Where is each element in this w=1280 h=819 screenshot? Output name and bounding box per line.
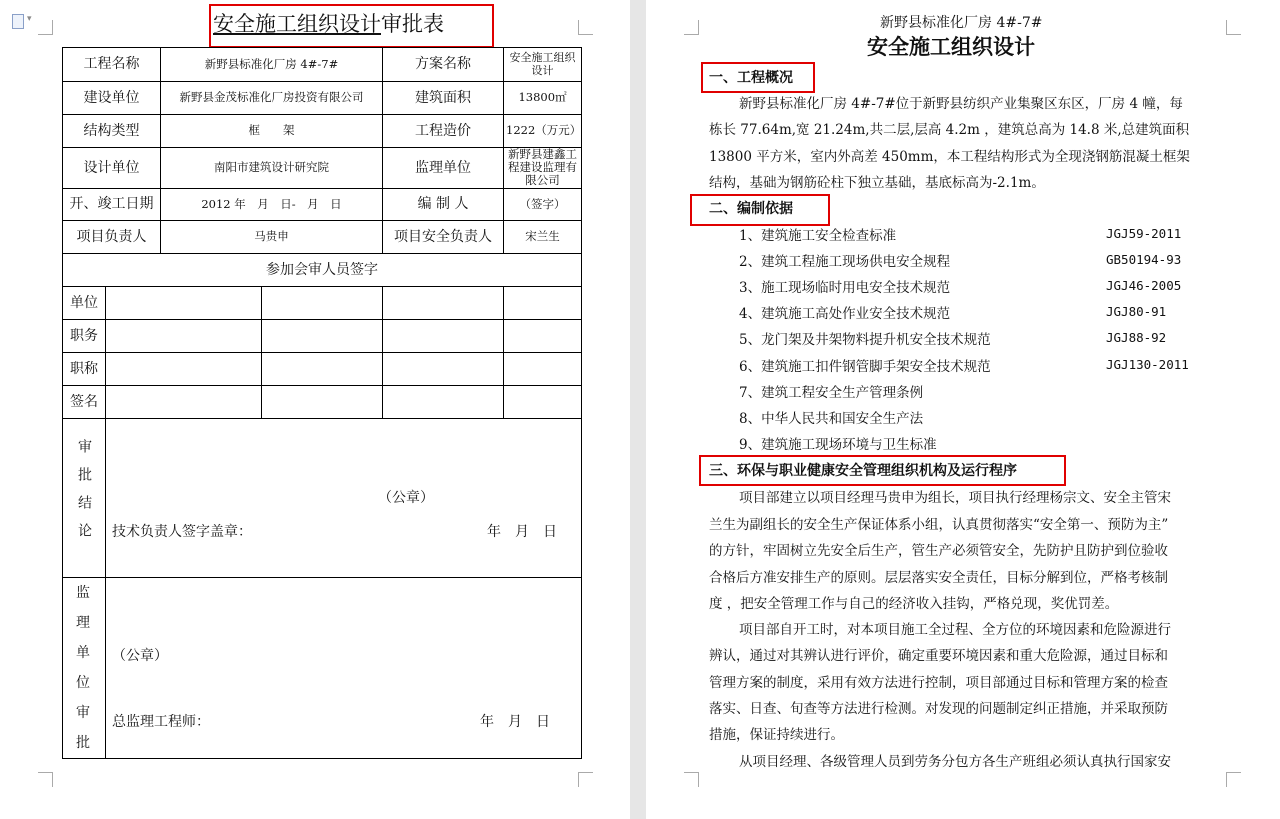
approval-date: 年 月 日 (487, 523, 557, 540)
approval-seal: （公章） (378, 489, 434, 506)
structure-value: 框 架 (161, 115, 383, 148)
signer-cell (383, 286, 504, 319)
approval-sign-label: 技术负责人签字盖章： (112, 523, 252, 540)
signer-cell (106, 319, 262, 352)
section3-line: 项目部建立以项目经理马贵申为组长，项目执行经理杨宗文、安全主管宋 (739, 490, 1171, 506)
reference-name: 4、建筑施工高处作业安全技术规范 (739, 306, 951, 322)
designer-label: 设计单位 (63, 148, 161, 189)
supervisor-value: 新野县建鑫工程建设监理有限公司 (504, 148, 582, 189)
signer-cell (106, 286, 262, 319)
signer-cell (262, 385, 383, 418)
left-page (0, 0, 630, 819)
reference-code: JGJ46-2005 (1106, 278, 1182, 293)
signer-row-label: 签名 (63, 385, 106, 418)
section1-heading: 一、工程概况 (709, 70, 793, 86)
crop-mark (684, 772, 699, 787)
crop-mark (1226, 20, 1241, 35)
supervisor-label: 监理单位 (383, 148, 504, 189)
supervision-date: 年 月 日 (480, 713, 550, 730)
section1-line: 结构，基础为钢筋砼柱下独立基础，基底标高为-2.1m。 (709, 175, 1045, 191)
signer-row-label: 职务 (63, 319, 106, 352)
reference-code: JGJ88-92 (1106, 330, 1167, 345)
crop-mark (38, 20, 53, 35)
signer-cell (504, 319, 582, 352)
form-title (213, 8, 444, 38)
signers-header: 参加会审人员签字 (63, 253, 582, 286)
signer-cell (262, 286, 383, 319)
section1-line: 栋长 77.64m,宽 21.24m,共二层,层高 4.2m ，建筑总高为 14.8 米,总建筑面积 (709, 122, 1190, 138)
section3-line: 措施，保证持续进行。 (709, 727, 844, 743)
scheme-name-label: 方案名称 (383, 48, 504, 82)
approval-content (106, 418, 582, 577)
signer-cell (504, 286, 582, 319)
reference-name: 7、建筑工程安全生产管理条例 (739, 385, 924, 401)
section3-line: 从项目经理、各级管理人员到劳务分包方各生产班组必须认真执行国家安 (739, 754, 1171, 770)
reference-name: 5、龙门架及井架物料提升机安全技术规范 (739, 332, 991, 348)
form-title-main: 安全施工组织设计 (213, 12, 381, 36)
form-title-suffix: 审批表 (381, 12, 444, 36)
document-title: 安全施工组织设计 (867, 35, 1035, 59)
pm-label: 项目负责人 (63, 220, 161, 253)
section3-line: 管理方案的制度，采用有效方法进行控制，项目部通过目标和管理方案的检查 (709, 675, 1168, 691)
reference-code: JGJ80-91 (1106, 304, 1167, 319)
dates-value: 2012 年 月 日- 月 日 (161, 188, 383, 220)
crop-mark (578, 772, 593, 787)
signer-cell (504, 385, 582, 418)
supervision-label-cell (63, 577, 106, 758)
section3-line: 合格后方准安排生产的原则。层层落实安全责任，目标分解到位，严格考核制 (709, 570, 1168, 586)
section3-line: 项目部自开工时，对本项目施工全过程、全方位的环境因素和危险源进行 (739, 622, 1171, 638)
signer-cell (383, 385, 504, 418)
supervision-seal: （公章） (112, 647, 168, 664)
section1-line: 新野县标准化厂房 4#-7#位于新野县纺织产业集聚区东区，厂房 4 幢，每 (739, 96, 1183, 112)
chevron-down-icon[interactable]: ▾ (27, 14, 32, 24)
pm-value: 马贵申 (161, 220, 383, 253)
document-subtitle: 新野县标准化厂房 4#-7# (880, 15, 1043, 31)
reference-code: JGJ59-2011 (1106, 226, 1182, 241)
reference-name: 2、建筑工程施工现场供电安全规程 (739, 254, 951, 270)
signer-cell (106, 385, 262, 418)
reference-name: 9、建筑施工现场环境与卫生标准 (739, 437, 937, 453)
crop-mark (578, 20, 593, 35)
author-label: 编 制 人 (383, 188, 504, 220)
project-name-label: 工程名称 (63, 48, 161, 82)
section3-line: 的方针，牢固树立先安全后生产，管生产必须管安全，先防护且防护到位验收 (709, 543, 1168, 559)
crop-mark (684, 20, 699, 35)
reference-name: 1、建筑施工安全检查标准 (739, 228, 897, 244)
safety-label: 项目安全负责人 (383, 220, 504, 253)
signer-cell (383, 319, 504, 352)
document-icon[interactable] (12, 14, 24, 29)
structure-label: 结构类型 (63, 115, 161, 148)
project-name-value: 新野县标准化厂房 4#-7# (161, 48, 383, 82)
scheme-name-value: 安全施工组织设计 (504, 48, 582, 82)
reference-code: GB50194-93 (1106, 252, 1182, 267)
signer-cell (383, 352, 504, 385)
supervision-label: 监理单位审批 (76, 584, 92, 751)
builder-value: 新野县金茂标准化厂房投资有限公司 (161, 82, 383, 115)
section1-line: 13800 平方米，室内外高差 450mm，本工程结构形式为全现浇钢筋混凝土框架 (709, 149, 1190, 165)
reference-name: 3、施工现场临时用电安全技术规范 (739, 280, 951, 296)
reference-name: 8、中华人民共和国安全生产法 (739, 411, 924, 427)
safety-value: 宋兰生 (504, 220, 582, 253)
reference-name: 6、建筑施工扣件钢管脚手架安全技术规范 (739, 359, 991, 375)
reference-code: JGJ130-2011 (1106, 357, 1189, 372)
supervision-content (106, 577, 582, 758)
approval-form-table (62, 47, 582, 759)
approval-label: 审批结论 (76, 439, 93, 552)
cost-value: 1222（万元） (504, 115, 582, 148)
crop-mark (38, 772, 53, 787)
signer-row-label: 单位 (63, 286, 106, 319)
right-page (646, 0, 1280, 819)
section3-line: 度 ，把安全管理工作与自己的经济收入挂钩，严格兑现，奖优罚差。 (709, 596, 1119, 612)
signer-cell (262, 352, 383, 385)
signer-cell (262, 319, 383, 352)
crop-mark (1226, 772, 1241, 787)
approval-label-cell (63, 418, 106, 577)
cost-label: 工程造价 (383, 115, 504, 148)
builder-label: 建设单位 (63, 82, 161, 115)
author-sign: （签字） (504, 188, 582, 220)
dates-label: 开、竣工日期 (63, 188, 161, 220)
section3-line: 兰生为副组长的安全生产保证体系小组，认真贯彻落实“安全第一、预防为主” (709, 517, 1169, 533)
section2-heading: 二、编制依据 (709, 201, 793, 217)
signer-row-label: 职称 (63, 352, 106, 385)
section3-line: 辨认，通过对其辨认进行评价，确定重要环境因素和重大危险源，通过目标和 (709, 648, 1168, 664)
section3-line: 落实、日查、旬查等方法进行检测。对发现的问题制定纠正措施，并采取预防 (709, 701, 1168, 717)
area-label: 建筑面积 (383, 82, 504, 115)
supervision-sign-label: 总监理工程师： (112, 713, 210, 730)
designer-value: 南阳市建筑设计研究院 (161, 148, 383, 189)
section3-heading: 三、环保与职业健康安全管理组织机构及运行程序 (709, 463, 1017, 479)
area-value: 13800㎡ (504, 82, 582, 115)
signer-cell (106, 352, 262, 385)
signer-cell (504, 352, 582, 385)
